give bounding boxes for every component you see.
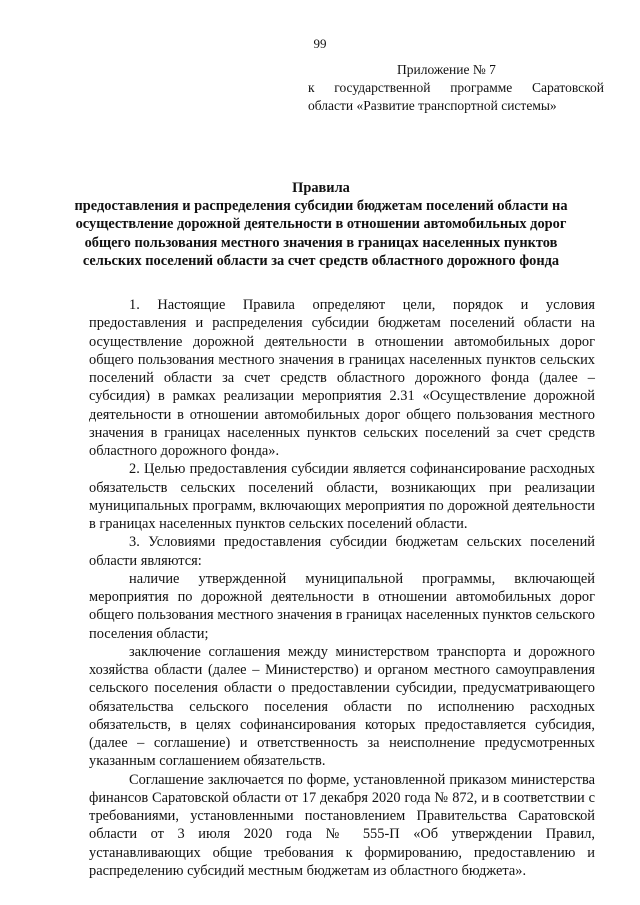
paragraph: 3. Условиями предоставления субсидии бюджетам сельских поселений области являются: — [89, 534, 595, 569]
heading-title: Правила — [292, 180, 350, 196]
paragraph: наличие утвержденной муниципальной программы, включающей мероприятия по дорожной деятельности в отношении автомобильных дорог общего пользования местного значения в границах населенных пунктов сельского поселения области; — [89, 570, 595, 642]
paragraph: 1. Настоящие Правила определяют цели, порядок и условия предоставления и распределения субсидии бюджетам поселений области на осуществление дорожной деятельности в отношении автомобильных дорог общего пользования местного значения в границах населенных пунктов сельских поселений области за счет средств областного дорожного фонда (далее – субсидия) в рамках реализации мероприятия 2.31 «Осуществление дорожной деятельности в отношении автомобильных дорог общего пользования местного значения в границах населенных пунктов сельских поселений за счет средств областного дорожного фонда». — [89, 297, 595, 459]
paragraph: заключение соглашения между министерством транспорта и дорожного хозяйства области (далее – Министерство) и органом местного самоуправления сельского поселения области о предоставлении субсидии, предусматривающего обязательства сельского поселения области по исполнению расходных обязательств, в целях софинансирования которых предоставляется субсидия, (далее – соглашение) и ответственность за неисполнение предусмотренных указанным соглашением обязательств. — [89, 643, 595, 770]
heading-subtitle: предоставления и распределения субсидии бюджетам поселений области на осуществление дорожной деятельности в отношении автомобильных дорог общего пользования местного значения в границах населенных пунктов сельских поселений области за счет средств областного дорожного фонда — [74, 198, 568, 269]
page-number: 99 — [313, 36, 327, 51]
appendix-block — [308, 61, 604, 115]
paragraph: Соглашение заключается по форме, установленной приказом министерства финансов Саратовской области от 17 декабря 2020 года № 872, и в соответствии с требованиями, установленными постановлением Правительства Саратовской области от 3 июля 2020 года № 555-П «Об утверждении Правил, устанавливающих общие требования к формированию, предоставлению и распределению субсидий местным бюджетам из областного бюджета». — [89, 771, 595, 879]
document-body — [89, 296, 595, 880]
appendix-line-2: области «Развитие транспортной системы» — [308, 98, 557, 113]
appendix-title: Приложение № 7 — [397, 62, 496, 77]
document-heading — [70, 179, 572, 270]
appendix-line-1: к государственной программе Саратовской — [308, 80, 604, 95]
paragraph: 2. Целью предоставления субсидии является софинансирование расходных обязательств сельских поселений области, возникающих при реализации муниципальных программ, включающих мероприятия по дорожной деятельности в границах населенных пунктов сельских поселений области. — [89, 461, 595, 532]
